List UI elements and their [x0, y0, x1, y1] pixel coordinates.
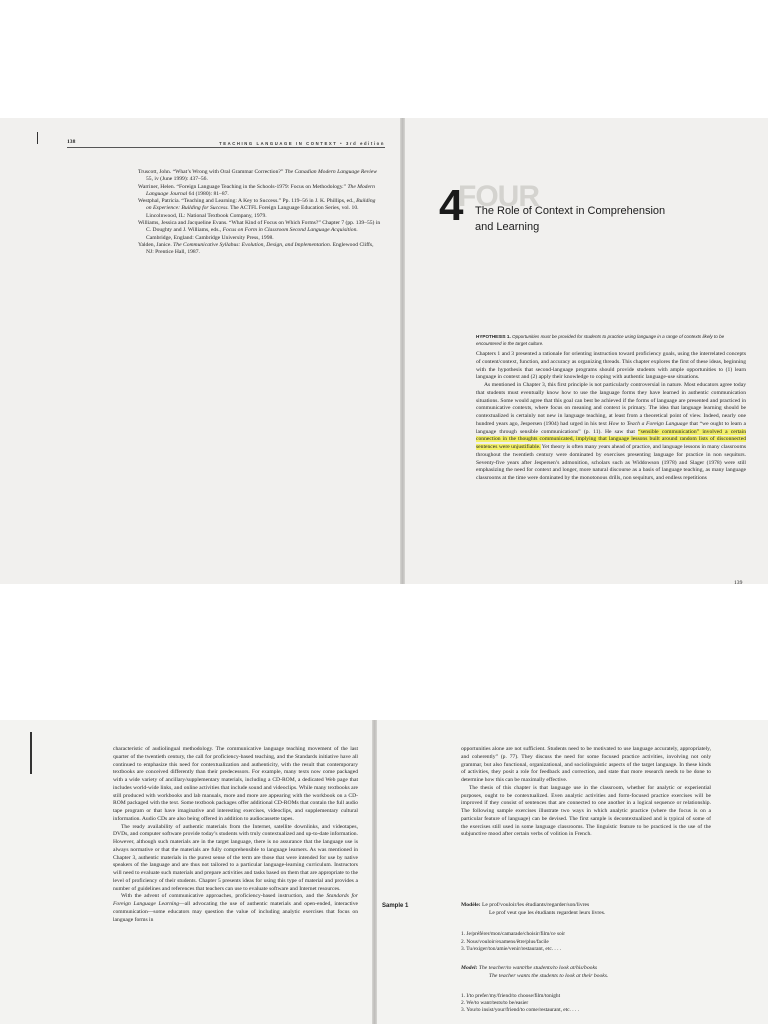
reference-item: Williams, Jessica and Jacqueline Evans. “What Kind of Focus on Which Forms?” Chapter 7 (pp. 139–55) in C. Doughty and J. Williams, eds., Focus on Form in Classroom Second Language Acquisition. Cambridge, England: Cambridge University Press, 1998.: [138, 220, 381, 241]
paragraph: The thesis of this chapter is that language use in the classroom, whether for analytic or experiential purposes, ought to be contextualized. Even analytic activities and form-focused practice exercises will be improved if they consist of sentences that are connected to one another in a logical sequence or relationship. The following sample exercises illustrate two ways in which analytic practice (where the focus is on a particular feature of language) can be devised. The first sample is decontextualized and is typical of some of the exercises still used in some language classrooms. The linguistic feature to be practiced is the use of the subjunctive mood after certain verbs of volition in French.: [461, 784, 711, 838]
page-edge-mark: [30, 732, 32, 774]
left-column-text: [113, 746, 358, 924]
reference-item: Warriner, Helen. “Foreign Language Teaching in the Schools-1979: Focus on Methodology.” The Modern Language Journal 64 (1980): 81–87.: [138, 183, 375, 197]
chapter-word: FOUR: [458, 180, 539, 213]
reference-item: Yalden, Janice. The Communicative Syllabus: Evolution, Design, and Implementation. Englewood Cliffs, NJ: Prentice Hall, 1987.: [138, 241, 374, 256]
exercise-list-english: [461, 993, 721, 1015]
top-spread-gutter: [400, 118, 405, 584]
paragraph: With the advent of communicative approaches, proficiency-based instruction, and the Standards for Foreign Language Learning—all advocating the use of authentic materials and open-ended, interactive communication—some educators may question the value of including analytic exercises that focus on language forms in: [113, 893, 359, 923]
paragraph: characteristic of audiolingual methodology. The communicative language teaching movement of the last quarter of the twentieth century, the call for proficiency-based teaching, and the Standards initiative have all continued to emphasize this need for contextualization and authenticity, with the result that contemporary textbooks are conceived differently than their predecessors. For example, many texts now come packaged with a wide variety of ancillary/supplementary materials, including a CD-ROM, a dedicated Web page that includes world-wide links, and online activities that include sound and videoclips. While many textbooks are still produced with workbooks and lab manuals, more and more are appearing with the workbook on a CD-ROM packaged with the text. Some textbook packages offer additional CD-ROMs that contain the full audio tape program or that have imaginative and interesting exercises, videoclips, and supplementary cultural information. Audio CDs are also being offered in addition to audiocassette tapes.: [113, 746, 358, 822]
right-column-text: [461, 746, 711, 839]
paragraph: opportunities alone are not sufficient. Students need to be motivated to use language accurately, appropriately, and coherently” (p. 77). They discuss the need for some focused practice activities, involving not only grammar, but also functional, organizational, and sociolinguistic aspects of the target language. In these kinds of activities, they posit a role for feedback and correction, and state that more research needs to be done to determine how this can be maximally effective.: [461, 746, 711, 783]
running-head: TEACHING LANGUAGE IN CONTEXT • 3rd edition: [219, 141, 385, 146]
paragraph: As mentioned in Chapter 3, this first principle is not particularly controversial in nature. Most educators agree today that students must eventually know how to use the language forms they have learned in authentic communication situations. Some would agree that this goal can best be achieved if the forms of language are presented and practiced in communicative contexts, where focus on meaning and context is primary. The idea that language learning should be contextualized is certainly not new in language teaching, at least from a theoretical point of view. Indeed, nearly one hundred years ago, Jespersen (1904) had urged in his text How to Teach a Foreign Language that “we ought to learn a language through sensible communications” (p. 11). He saw that “sensible communication” involved a certain connection in the thoughts communicated, implying that language lessons built around random lists of disconnected sentences were unjustifiable. Yet theory is often many years ahead of practice, and language lessons in many classrooms throughout the twentieth century were dominated by exercises presenting language for practice in non sequiturs. Seventy-five years after Jespersen’s admonition, scholars such as Widdowson (1978) and Slager (1978) were still emphasizing the need for context and longer, more natural discourse as a basis of language teaching, as many language classrooms at the time were dominated by the monotonous drills, non sequiturs, and endless repetitions: [476, 382, 746, 481]
list-item: 1. Je/préférer/mon/camarade/choisir/film/ce soir: [461, 931, 566, 938]
model-1-answer: Le prof veut que les étudiants regardent leurs livres.: [489, 909, 606, 916]
reference-item: Westphal, Patricia. “Teaching and Learning: A Key to Success.” Pp. 119–56 in J. K. Phillips, ed., Building on Experience: Building for Success. The ACTFL Foreign Language Education Series, vol. 10. Lincolnwood, IL: National Textbook Company, 1979.: [138, 198, 376, 219]
bottom-page-spread: [0, 720, 768, 1024]
page-number: 138: [67, 139, 76, 145]
list-item: 2. We/to want/tests/to be/easier: [461, 1000, 529, 1006]
highlighted-passage: “sensible communication” involved a certain connection in the thoughts communicated, implying that language lessons built around random lists of disconnected sentences were unjustifiable.: [476, 428, 746, 450]
bottom-spread-gutter: [372, 720, 377, 1024]
reference-list: [138, 169, 382, 257]
model-1: Modèle: Le prof/vouloir/les étudiants/regarder/son/livres: [461, 902, 590, 908]
page-header-rule: [67, 140, 385, 148]
chapter-body-text: [476, 351, 746, 483]
page-edge-mark: [37, 132, 38, 144]
model-2-answer: The teacher wants the students to look at their books.: [489, 973, 609, 979]
chapter-number: 4: [439, 181, 464, 230]
paragraph: The ready availability of authentic materials from the Internet, satellite downlinks, and videotapes, DVDs, and computer software provide today’s students with truly contextualized and up-to-date information. However, although such materials are in the target language, there is no assurance that the language use is always normative or that the materials are fully comprehensible to language learners. As was mentioned in Chapter 3, authentic materials in the purest sense of the term are those that were intended for use by native speakers of the language and are thus not tailored to a particular language-learning curriculum. Instructors will need to evaluate such materials and prepare activities and tasks based on them that are appropriate to the level of proficiency of their students. Chapter 5 presents ideas for using this type of material and provides a number of guidelines and references that teachers can use to evaluate software and Internet resources.: [113, 823, 358, 892]
page-folio: 139: [734, 580, 743, 586]
chapter-title: The Role of Context in Comprehension and Learning: [475, 205, 666, 233]
exercise-list-french: [461, 931, 721, 953]
list-item: 1. I/to prefer/my/friend/to choose/film/tonight: [461, 992, 561, 999]
list-item: 3. Tu/exiger/ton/amie/venir/restaurant, etc. . . .: [461, 946, 562, 952]
sample-exercise: [461, 902, 721, 1015]
sample-label: Sample 1: [382, 903, 409, 909]
reference-item: Truscott, John. “What’s Wrong with Oral Grammar Correction?” The Canadian Modern Language Review 55, iv (June 1999): 437–56.: [138, 169, 378, 183]
list-item: 3. You/to insist/your/friend/to come/restaurant, etc. . . .: [461, 1007, 579, 1014]
paragraph: Chapters 1 and 3 presented a rationale for orienting instruction toward proficiency goals, using the interrelated concepts of content/context, function, and accuracy as organizing threads. This chapter explores the first of these ideas, beginning with the hypothesis that second-language programs should provide students with ample opportunities to (1) learn language in context and (2) apply their knowledge to coping with authentic language-use situations.: [476, 351, 746, 381]
list-item: 2. Nous/vouloir/examens/être/plus/facile: [461, 938, 549, 945]
model-2: Model: The teacher/to want/the students/to look at/his/books: [461, 965, 598, 972]
hypothesis-statement: HYPOTHESIS 1. Opportunities must be provided for students to practice using language in a range of contexts likely to be encountered in the target culture.: [476, 334, 725, 346]
top-page-spread: [0, 118, 768, 584]
